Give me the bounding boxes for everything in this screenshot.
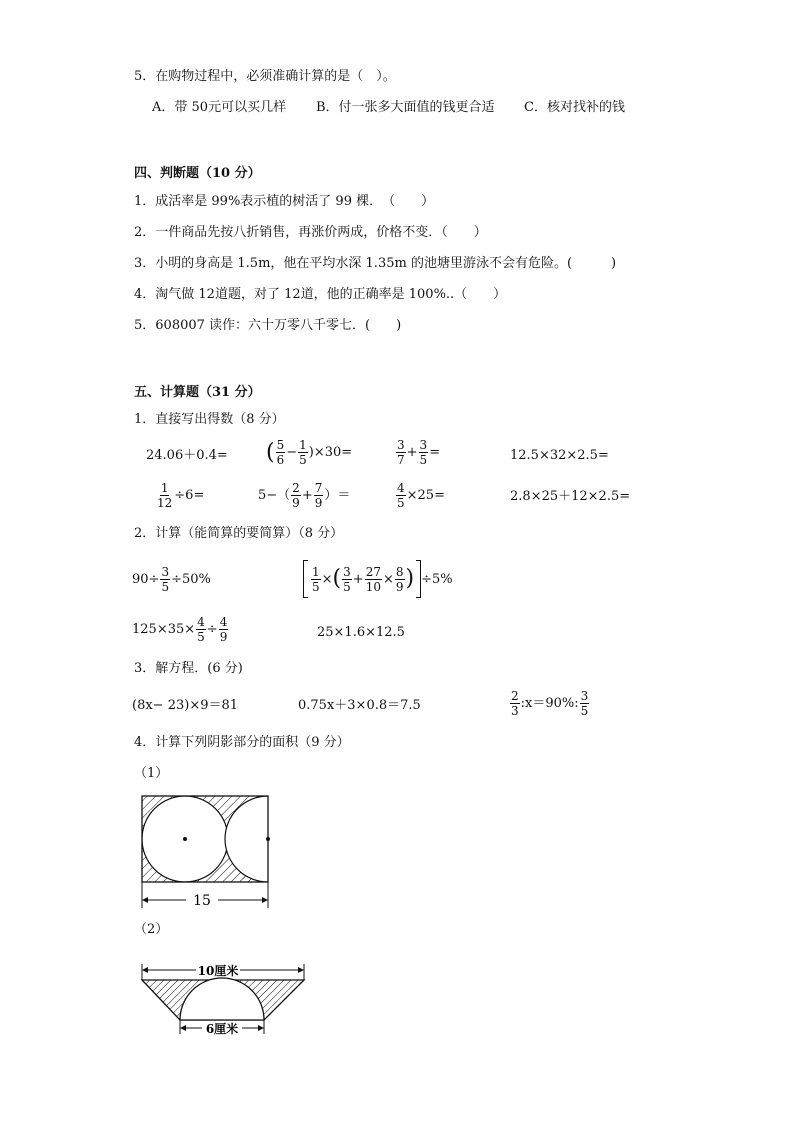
operator: + — [301, 488, 313, 503]
fraction: $\frac{3}{5}$ — [580, 689, 589, 718]
figure-2-trapezoid-semicircle — [136, 958, 316, 1043]
calc-expr-2 — [266, 439, 352, 466]
sub3-title: 3．解方程．(6 分) — [134, 661, 243, 676]
fraction: $\frac{4}{9}$ — [219, 615, 228, 644]
question-5-stem: 5．在购物过程中，必须准确计算的是（ ）。 — [134, 69, 396, 84]
judge-item-3: 3．小明的身高是 1.5m，他在平均水深 1.35m 的池塘里游泳不会有危险。( ) — [134, 256, 617, 271]
simplify-expr-4: 25×1.6×12.5 — [317, 625, 405, 640]
fraction: $\frac{1}{5}$ — [312, 564, 320, 594]
question-5-option-c: C．核对找补的钱 — [524, 100, 625, 115]
operator: × — [321, 571, 333, 587]
question-5-option-b: B．付一张多大面值的钱更合适 — [316, 100, 495, 115]
fraction: $\frac{5}{6}$ — [276, 438, 285, 467]
fraction: $\frac{27}{10}$ — [365, 564, 381, 594]
expr-tail: ）＝ — [324, 488, 351, 503]
expr-tail: ÷5% — [421, 571, 453, 587]
expr-mid: :x＝90%: — [520, 696, 579, 711]
expr-tail: ×25= — [406, 488, 445, 503]
calc-expr-3 — [395, 439, 440, 466]
figure-2-bottom-dimension: 6厘米 — [205, 1022, 239, 1036]
fraction: $\frac{2}{3}$ — [511, 689, 519, 718]
fraction: $\frac{7}{9}$ — [314, 481, 323, 510]
judge-item-2: 2．一件商品先按八折销售，再涨价两成，价格不变．（ ） — [134, 225, 487, 240]
paren-open: ( — [266, 439, 275, 465]
calc-expr-7 — [395, 482, 445, 509]
figure-2-top-dimension: 10厘米 — [197, 964, 239, 978]
expr-head: 125×35× — [132, 622, 196, 637]
sub2-title: 2．计算（能简算的要简算）（8 分） — [134, 526, 344, 541]
calc-expr-5 — [155, 482, 204, 509]
fraction: $\frac{1}{5}$ — [299, 438, 307, 467]
expr-head: 90÷ — [132, 572, 160, 587]
section-4-title: 四、判断题（10 分） — [134, 166, 261, 181]
simplify-expr-2 — [303, 560, 453, 598]
figure-2-label: （2） — [134, 922, 169, 937]
expr-tail: )×30= — [308, 445, 353, 460]
operator: = — [429, 445, 441, 460]
expr-head: 5−（ — [258, 488, 291, 503]
equation-3 — [509, 690, 590, 717]
bracket-left — [303, 560, 308, 598]
simplify-expr-1 — [132, 566, 211, 593]
calc-expr-4: 12.5×32×2.5= — [510, 448, 609, 463]
fraction: $\frac{3}{7}$ — [397, 438, 405, 467]
calc-expr-1: 24.06＋0.4= — [146, 448, 228, 463]
calc-expr-8: 2.8×25＋12×2.5= — [510, 489, 631, 504]
paren-close: ) — [405, 566, 415, 591]
sub4-title: 4．计算下列阴影部分的面积（9 分） — [134, 735, 350, 750]
paren-open: ( — [332, 566, 342, 591]
calc-expr-6 — [258, 482, 350, 509]
figure-1-label: （1） — [134, 766, 169, 781]
expr-tail: ÷50% — [171, 572, 211, 587]
fraction: $\frac{3}{5}$ — [161, 565, 170, 594]
sub1-title: 1．直接写出得数（8 分） — [134, 412, 285, 427]
section-5-title: 五、计算题（31 分） — [134, 385, 261, 400]
fraction: $\frac{4}{5}$ — [397, 481, 405, 510]
operator: + — [406, 445, 418, 460]
expr-tail: ÷6= — [174, 488, 205, 503]
fraction: $\frac{8}{9}$ — [395, 564, 404, 594]
question-5-option-a: A．带 50元可以买几样 — [152, 100, 287, 115]
figure-1-dimension: 15 — [193, 893, 211, 909]
judge-item-5: 5．608007 读作：六十万零八千零七．( ) — [134, 318, 402, 333]
figure-1-circles-in-rectangle — [136, 790, 286, 915]
operator: × — [382, 571, 394, 587]
fraction: $\frac{4}{5}$ — [197, 615, 205, 644]
simplify-expr-3 — [132, 616, 229, 643]
judge-item-1: 1．成活率是 99%表示植的树活了 99 棵． （ ） — [134, 194, 435, 209]
equation-2: 0.75x＋3×0.8＝7.5 — [298, 698, 421, 713]
equation-1: (8x− 23)×9＝81 — [132, 698, 239, 713]
operator: + — [352, 571, 364, 587]
fraction: $\frac{1}{12}$ — [157, 481, 173, 510]
fraction: $\frac{3}{5}$ — [343, 564, 351, 594]
operator: ÷ — [206, 622, 218, 637]
operator: − — [286, 445, 298, 460]
fraction: $\frac{3}{5}$ — [419, 438, 428, 467]
fraction: $\frac{2}{9}$ — [292, 481, 300, 510]
judge-item-4: 4．淘气做 12道题，对了 12道，他的正确率是 100%..（ ） — [134, 287, 507, 302]
